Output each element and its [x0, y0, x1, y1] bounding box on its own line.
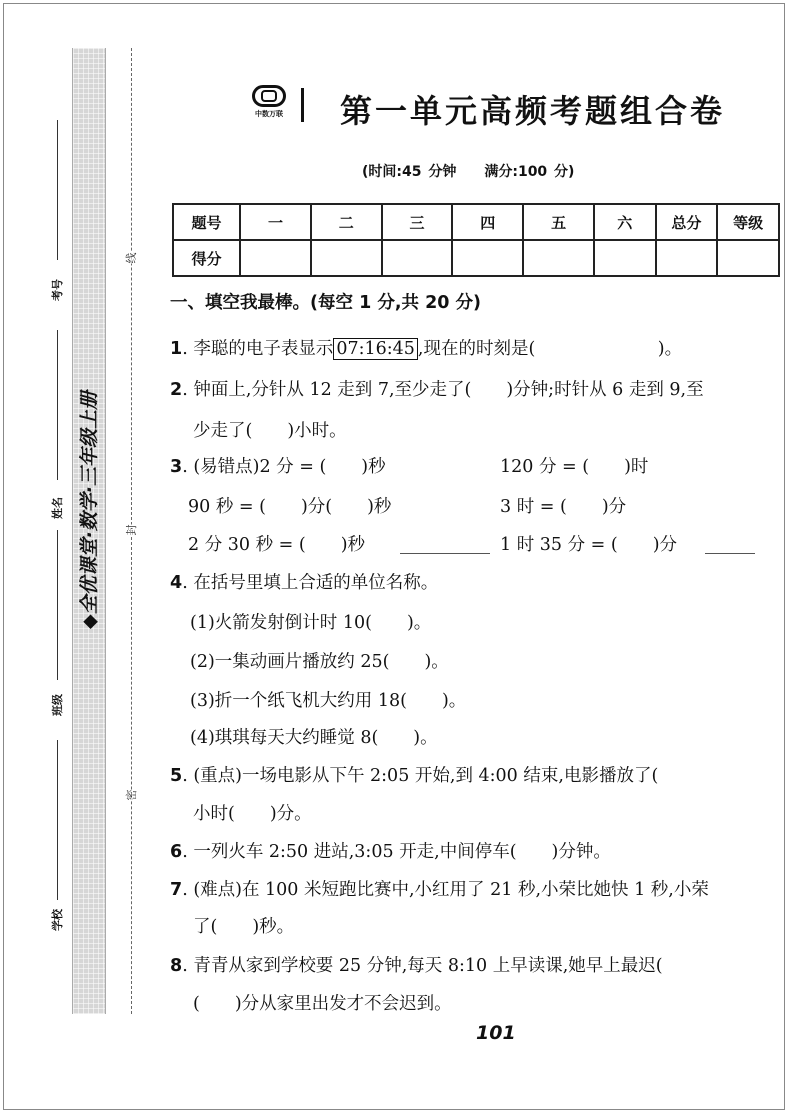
question-7: [170, 879, 709, 901]
class-label: 班级: [51, 694, 64, 716]
score-cell[interactable]: [594, 240, 656, 276]
question-6: [170, 841, 611, 863]
question-3-row-2b: 3 时 = ( )分: [500, 497, 627, 517]
question-3-row-3b: 1 时 35 分 = ( )分: [500, 535, 678, 555]
score-cell[interactable]: [382, 240, 453, 276]
question-4-item: (2)一集动画片播放约 25( )。: [190, 652, 449, 672]
question-5-line1: . (重点)一场电影从下午 2:05 开始,到 4:00 结束,电影播放了(: [182, 766, 659, 786]
school-label: 学校: [51, 909, 64, 931]
question-number: 5: [170, 766, 183, 786]
score-header: 五: [523, 204, 594, 240]
question-1-text: . 李聪的电子表显示: [182, 339, 334, 359]
score-table-score-row: [173, 240, 779, 276]
score-row-label: 得分: [173, 240, 240, 276]
name-label: 姓名: [51, 497, 64, 519]
cut-mark-line: 线: [122, 253, 140, 264]
question-1-answer: ,现在的时刻是( )。: [417, 339, 683, 359]
score-cell[interactable]: [656, 240, 718, 276]
question-4-item: (1)火箭发射倒计时 10( )。: [190, 613, 432, 633]
logo-text: 中数万联: [255, 110, 283, 118]
score-table: [172, 203, 780, 277]
question-6-text: . 一列火车 2:50 进站,3:05 开走,中间停车( )分钟。: [182, 842, 611, 862]
question-8-line2: ( )分从家里出发才不会迟到。: [193, 994, 452, 1014]
score-cell[interactable]: [452, 240, 523, 276]
score-header: 三: [382, 204, 453, 240]
question-3-row-1a: [170, 456, 386, 478]
score-header: 等级: [717, 204, 779, 240]
cut-mark-seal: 封: [122, 525, 140, 536]
question-4-item: (4)琪琪每天大约睡觉 8( )。: [190, 728, 438, 748]
score-header: 总分: [656, 204, 718, 240]
question-number: 2: [170, 380, 183, 400]
score-header: 题号: [173, 204, 240, 240]
question-2-line1: . 钟面上,分针从 12 走到 7,至少走了( )分钟;时针从 6 走到 9,至: [182, 380, 704, 400]
cut-mark-secret: 密: [122, 790, 140, 801]
question-3-text: . (易错点)2 分 = ( )秒: [182, 457, 386, 477]
question-1: [170, 338, 682, 360]
section-title: 一、填空我最棒。(每空 1 分,共 20 分): [170, 293, 482, 313]
underline: [400, 553, 490, 554]
score-cell[interactable]: [311, 240, 382, 276]
question-number: 4: [170, 573, 183, 593]
question-7-line1: . (难点)在 100 米短跑比赛中,小红用了 21 秒,小荣比她快 1 秒,小荣: [182, 880, 709, 900]
underline: [705, 553, 755, 554]
question-5: [170, 765, 658, 787]
question-number: 1: [170, 339, 183, 359]
score-header: 六: [594, 204, 656, 240]
question-number: 6: [170, 842, 183, 862]
question-4: [170, 572, 438, 594]
score-header: 四: [452, 204, 523, 240]
question-5-line2: 小时( )分。: [193, 804, 312, 824]
book-series-label: ◆全优课堂·数学·三年级上册: [78, 390, 101, 630]
question-3-row-1b: 120 分 = ( )时: [500, 457, 649, 477]
question-3-row-2a: 90 秒 = ( )分( )秒: [188, 497, 392, 517]
question-8-line1: . 青青从家到学校要 25 分钟,每天 8:10 上早读课,她早上最迟(: [182, 956, 663, 976]
page-number: 101: [476, 1022, 516, 1044]
score-table-header-row: [173, 204, 779, 240]
score-cell[interactable]: [717, 240, 779, 276]
exam-number-label: 考号: [51, 279, 64, 301]
question-number: 7: [170, 880, 183, 900]
exam-info: (时间:45 分钟 满分:100 分): [362, 164, 575, 180]
score-cell[interactable]: [240, 240, 311, 276]
score-header: 二: [311, 204, 382, 240]
question-number: 3: [170, 457, 183, 477]
question-2: [170, 379, 704, 401]
question-4-stem: . 在括号里填上合适的单位名称。: [182, 573, 439, 593]
score-header: 一: [240, 204, 311, 240]
question-4-item: (3)折一个纸飞机大约用 18( )。: [190, 691, 467, 711]
page-title: 第一单元高频考题组合卷: [340, 92, 726, 130]
question-7-line2: 了( )秒。: [193, 917, 295, 937]
question-number: 8: [170, 956, 183, 976]
score-cell[interactable]: [523, 240, 594, 276]
question-3-row-3a: 2 分 30 秒 = ( )秒: [188, 535, 366, 555]
clock-display: 07:16:45: [333, 338, 418, 360]
question-2-line2: 少走了( )小时。: [193, 421, 347, 441]
question-8: [170, 955, 663, 977]
